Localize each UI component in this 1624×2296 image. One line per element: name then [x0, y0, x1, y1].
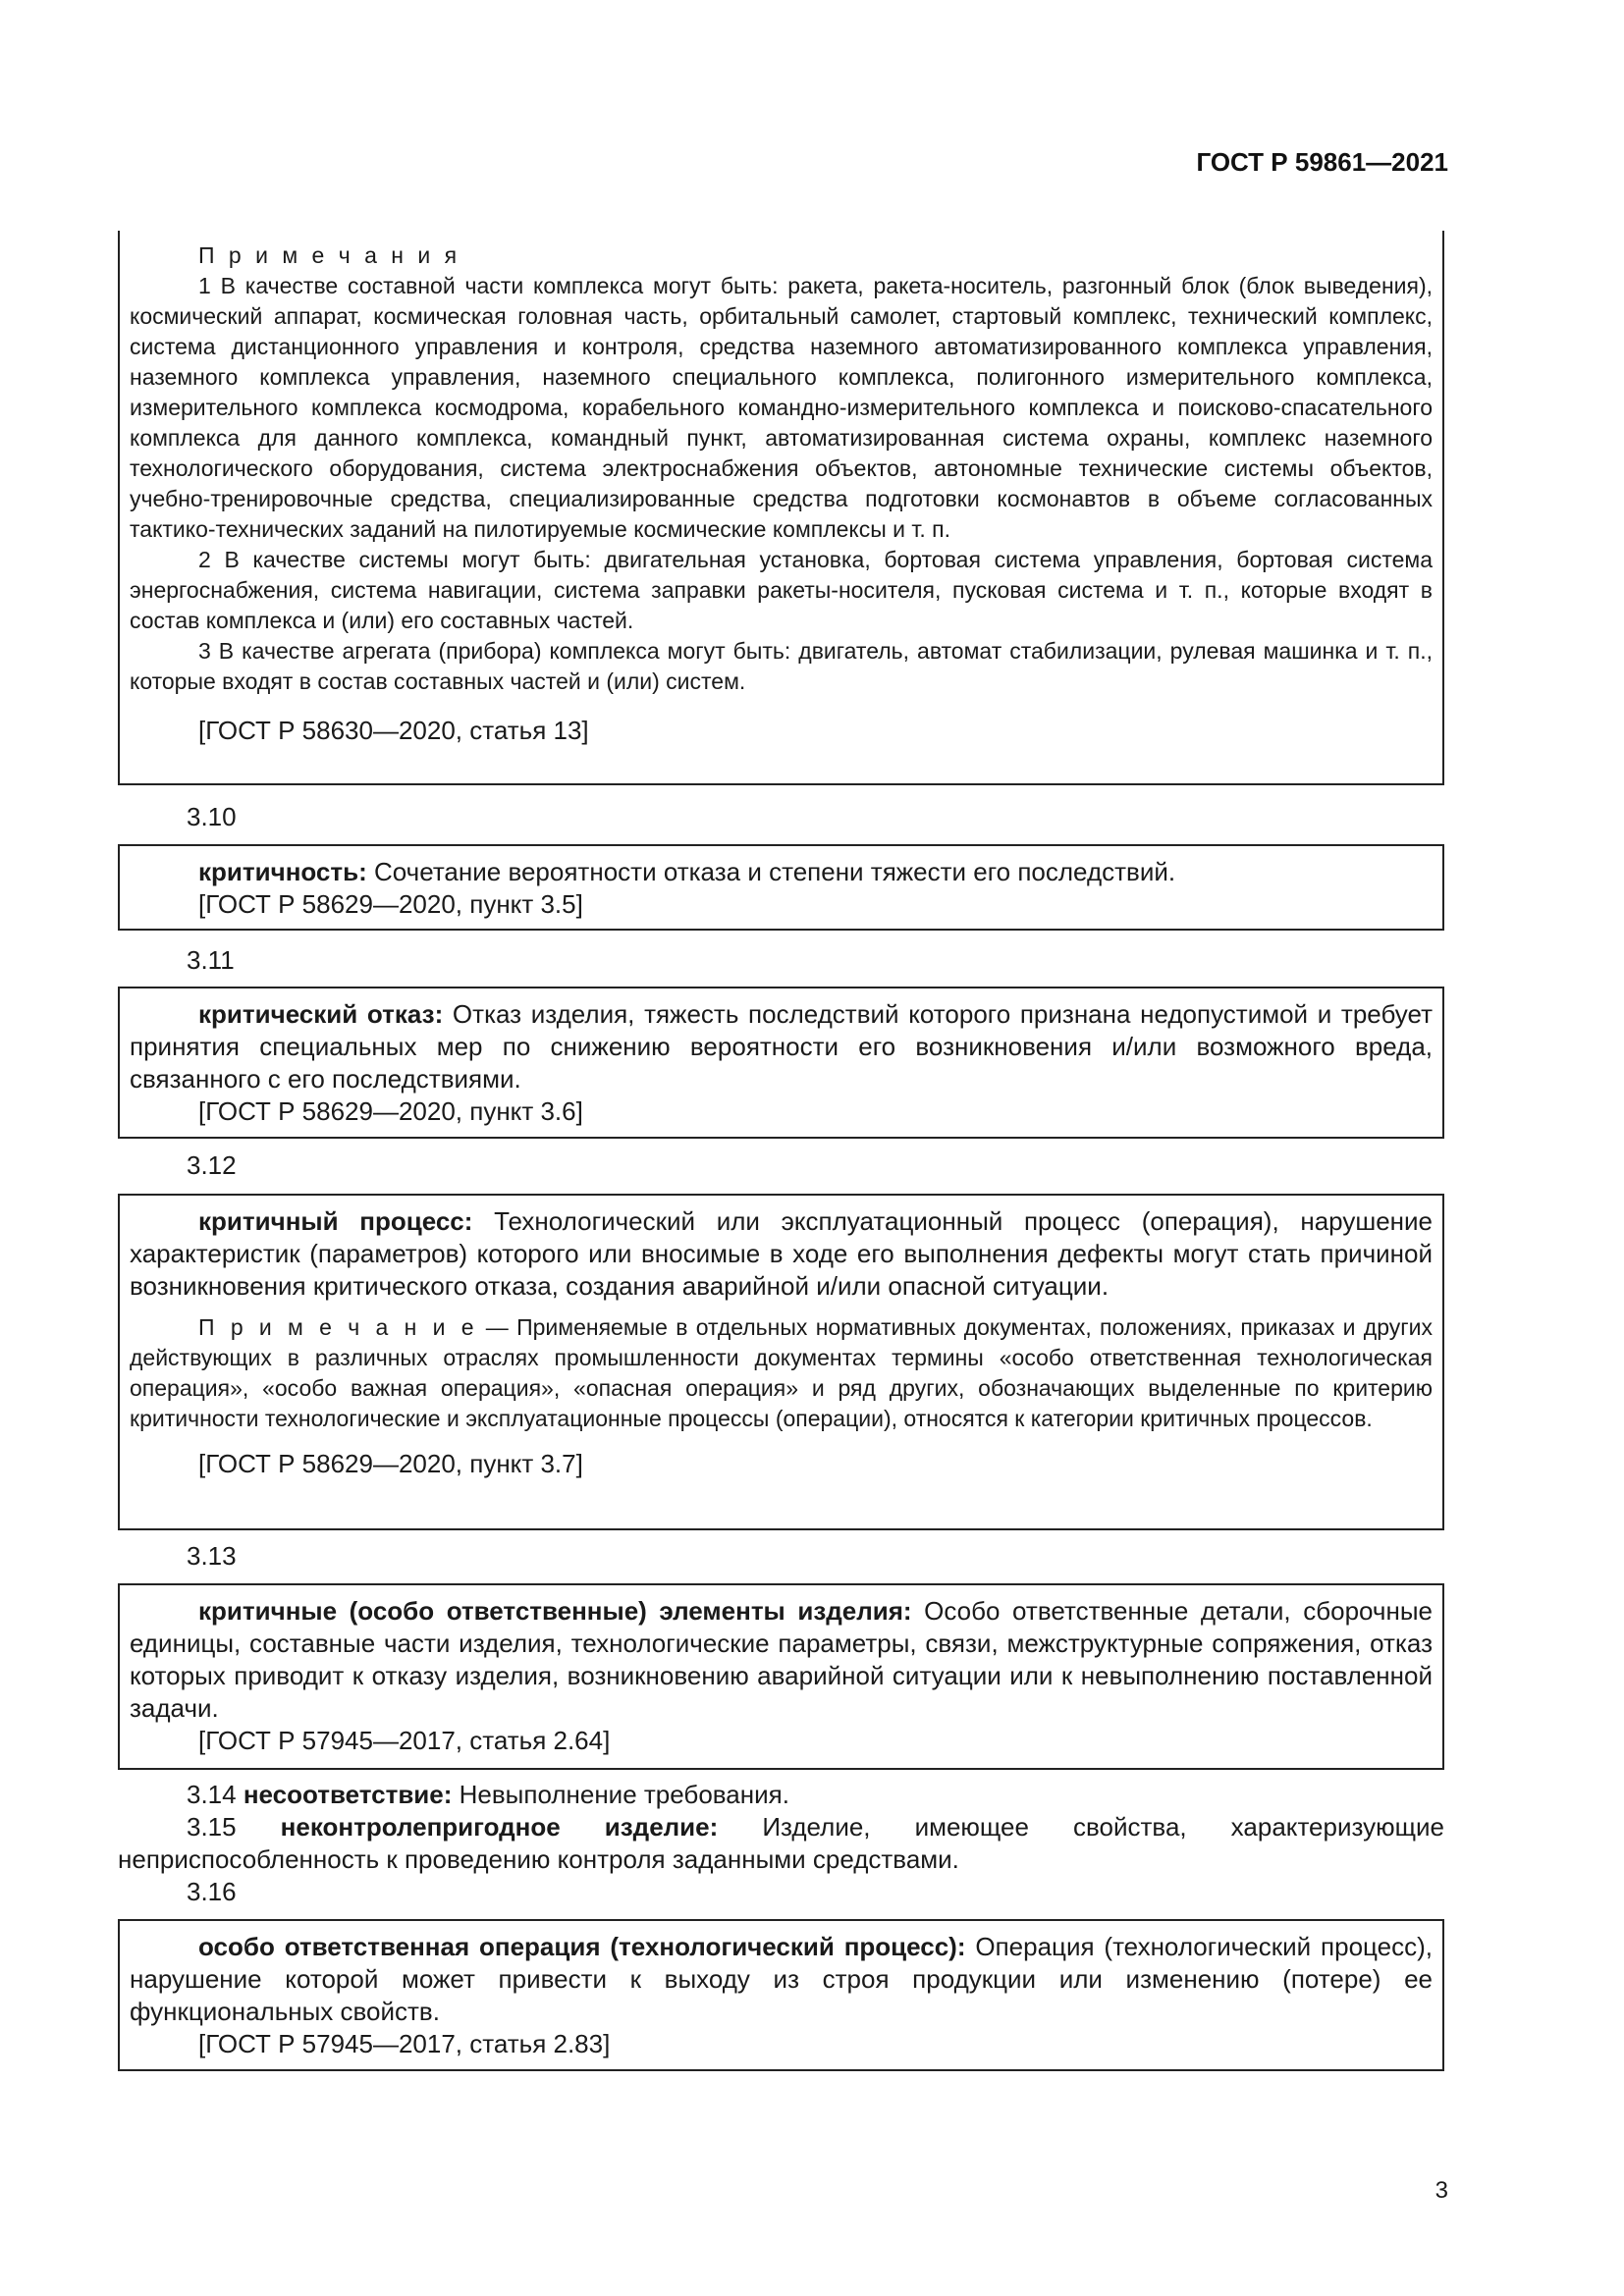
term-box-3-12: [118, 1194, 1444, 1530]
term-source: [ГОСТ Р 57945—2017, статья 2.64]: [198, 1726, 611, 1755]
term-definition: 3.14 несоответствие: Невыполнение требования.: [187, 1780, 789, 1809]
term-name: неконтролепригодное изделие:: [280, 1812, 719, 1842]
term-name: особо ответственная операция (технологический процесс):: [198, 1932, 966, 1961]
term-definition: 3.15 неконтролепригодное изделие: Изделие, имеющее свойства, характеризующие неприспособленность к проведению контроля заданными средствами.: [118, 1812, 1445, 1874]
term-name: критичный процесс:: [198, 1206, 473, 1236]
term-definition: критичный процесс: Технологический или эксплуатационный процесс (операция), нарушение характеристик (параметров) которого или вносимые в ходе его выполнения дефекты могут стать причиной возникновения критического отказа, создания аварийной и/или опасной ситуации.: [130, 1206, 1433, 1301]
note-3: 3 В качестве агрегата (прибора) комплекса могут быть: двигатель, автомат стабилизации, рулевая машинка и т. п., которые входят в состав составных частей и (или) систем.: [130, 638, 1433, 694]
term-box-3-10: [118, 844, 1444, 931]
term-box-3-11: [118, 987, 1444, 1139]
page-number: 3: [1435, 2177, 1448, 2204]
term-name: несоответствие:: [243, 1780, 453, 1809]
term-note: П р и м е ч а н и е — Применяемые в отдельных нормативных документах, положениях, приказах и других действующих в различных отраслях промышленности документах термины «особо ответственная технологическая операция», «особо важная операция», «опасная операция» и ряд других, обозначающих выделенные по критерию критичности технологические и эксплуатационные процессы (операции), относятся к категории критичных процессов.: [130, 1314, 1433, 1431]
term-name: критичность:: [198, 857, 367, 886]
term-box-3-13: [118, 1583, 1444, 1770]
term-definition: критичные (особо ответственные) элементы изделия: Особо ответственные детали, сборочные единицы, составные части изделия, технологические параметры, связи, межструктурные сопряжения, отказ которых приводит к отказу изделия, возникновению аварийной ситуации или к невыполнению поставленной задачи.: [130, 1596, 1433, 1723]
term-number: 3.16: [187, 1877, 237, 1906]
document-header: ГОСТ Р 59861—2021: [1196, 147, 1448, 177]
term-number: 3.11: [187, 945, 235, 975]
term-box-3-16: [118, 1919, 1444, 2071]
term-definition: критичность: Сочетание вероятности отказа и степени тяжести его последствий.: [198, 857, 1176, 886]
term-source: [ГОСТ Р 58629—2020, пункт 3.6]: [198, 1096, 583, 1126]
term-definition: критический отказ: Отказ изделия, тяжесть последствий которого признана недопустимой и требует принятия специальных мер по снижению вероятности его возникновения и/или возможного вреда, связанного с его последствиями.: [130, 999, 1433, 1094]
term-source: [ГОСТ Р 58629—2020, пункт 3.7]: [198, 1449, 583, 1478]
term-source: [ГОСТ Р 58630—2020, статья 13]: [198, 716, 589, 745]
term-name: критичные (особо ответственные) элементы изделия:: [198, 1596, 912, 1626]
term-source: [ГОСТ Р 58629—2020, пункт 3.5]: [198, 889, 583, 919]
term-number: 3.12: [187, 1150, 237, 1180]
term-definition: особо ответственная операция (технологический процесс): Операция (технологический процесс), нарушение которой может привести к выходу из строя продукции или изменению (потере) ее функциональных свойств.: [130, 1932, 1433, 2026]
term-number: 3.10: [187, 802, 237, 831]
note-1: 1 В качестве составной части комплекса могут быть: ракета, ракета-носитель, разгонный блок (блок выведения), космический аппарат, космическая головная часть, орбитальный самолет, стартовый комплекс, технический комплекс, система дистанционного управления и контроля, средства наземного автоматизированного комплекса управления, наземного комплекса управления, наземного специального комплекса, полигонного измерительного комплекса, измерительного комплекса космодрома, корабельного командно-измерительного комплекса и поисково-спасательного комплекса для данного комплекса, командный пункт, автоматизированная система охраны, комплекс наземного технологического оборудования, система электроснабжения объектов, автономные технические системы объектов, учебно-тренировочные средства, специализированные средства подготовки космонавтов в объеме согласованных тактико-технических заданий на пилотируемые космические комплексы и т. п.: [130, 273, 1433, 542]
term-source: [ГОСТ Р 57945—2017, статья 2.83]: [198, 2029, 611, 2058]
notes-title: П р и м е ч а н и я: [198, 242, 461, 268]
term-box-notes: [118, 231, 1444, 785]
term-name: критический отказ:: [198, 999, 444, 1029]
term-number: 3.13: [187, 1541, 237, 1571]
note-2: 2 В качестве системы могут быть: двигательная установка, бортовая система управления, бортовая система энергоснабжения, система навигации, система заправки ракеты-носителя, пусковая система и т. п., которые входят в состав комплекса и (или) его составных частей.: [130, 547, 1433, 633]
plain-terms: [118, 1779, 1444, 1876]
